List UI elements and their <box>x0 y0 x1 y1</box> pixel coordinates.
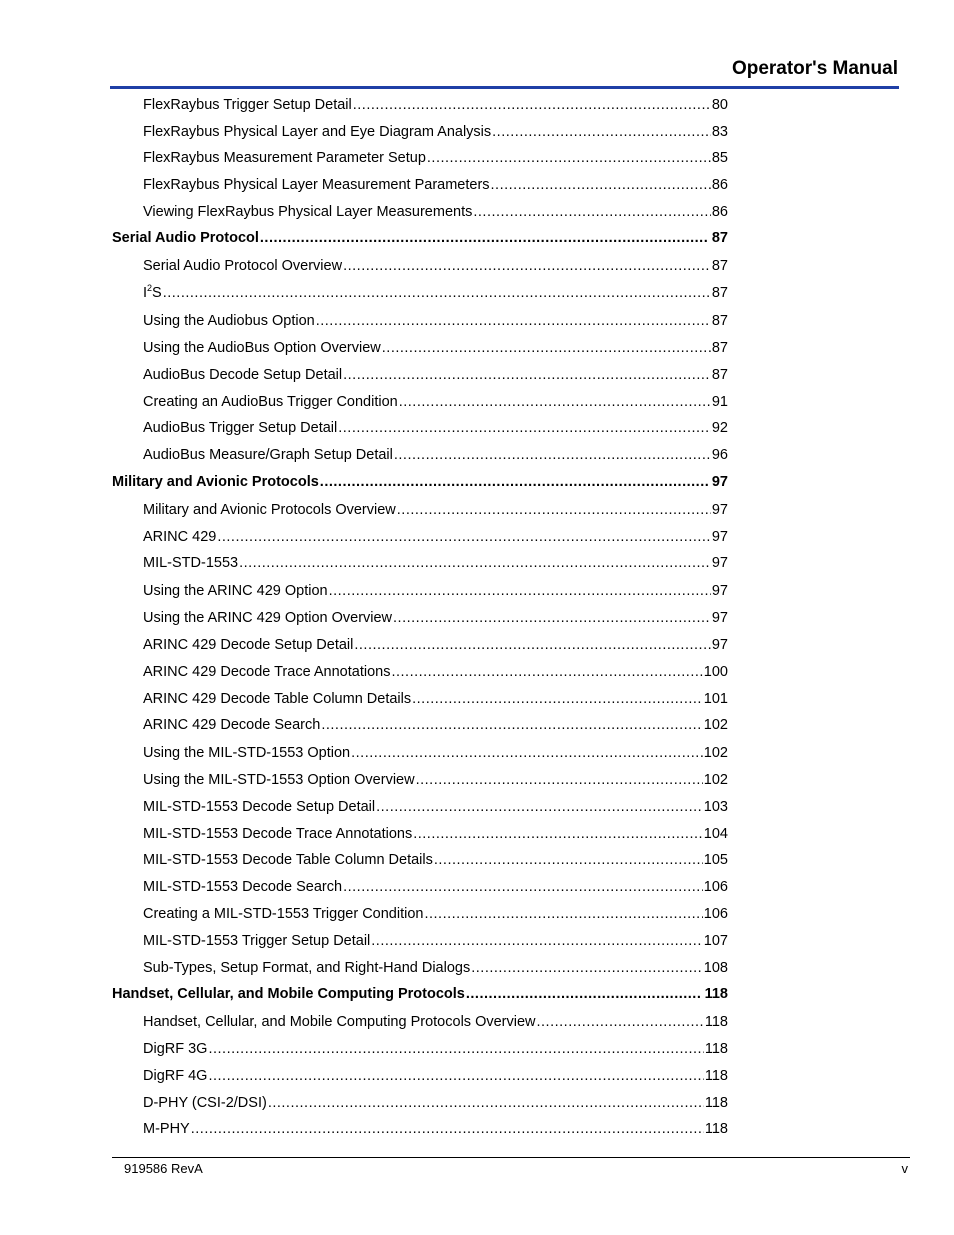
toc-entry-title-text: Using the ARINC 429 Option Overview <box>143 610 393 626</box>
toc-entry[interactable] <box>143 251 728 275</box>
toc-entry[interactable] <box>143 630 728 654</box>
toc-entry-title <box>143 419 337 437</box>
toc-entry[interactable] <box>143 360 728 384</box>
toc-dot-leader <box>371 932 703 950</box>
toc-entry[interactable] <box>143 926 728 950</box>
toc-page-number: 87 <box>711 367 728 383</box>
toc-entry[interactable] <box>143 792 728 816</box>
toc-page-number: 87 <box>711 285 728 301</box>
toc-entry-title <box>143 149 426 167</box>
toc-entry[interactable] <box>143 197 728 221</box>
toc-entry-title-superscript: 2 <box>147 283 153 293</box>
toc-entry-title <box>112 473 319 491</box>
toc-entry[interactable] <box>143 143 728 167</box>
toc-entry[interactable] <box>143 522 728 546</box>
toc-entry-title-text: Viewing FlexRaybus Physical Layer Measurements <box>143 204 473 220</box>
toc-dot-leader <box>466 985 701 1003</box>
toc-entry-title-text: ARINC 429 Decode Search <box>143 717 321 733</box>
toc-dot-leader <box>413 825 703 843</box>
toc-page-number: 96 <box>711 447 728 463</box>
toc-dot-leader <box>354 636 710 654</box>
toc-entry-title-text: DigRF 3G <box>143 1041 208 1057</box>
toc-page-number: 106 <box>703 879 728 895</box>
toc-entry-title <box>143 663 390 681</box>
toc-section-entry[interactable] <box>112 979 728 1003</box>
toc-page-number: 102 <box>703 717 728 733</box>
toc-entry-title <box>143 393 398 411</box>
toc-dot-leader <box>321 716 702 734</box>
toc-entry-title-text: Serial Audio Protocol <box>112 230 259 246</box>
toc-entry[interactable] <box>143 603 728 627</box>
toc-dot-leader <box>343 366 711 384</box>
toc-page-number: 92 <box>711 420 728 436</box>
toc-entry-title-text: ARINC 429 Decode Setup Detail <box>143 637 354 653</box>
toc-page-number: 104 <box>703 826 728 842</box>
toc-page-number: 103 <box>703 799 728 815</box>
toc-entry-title-text: MIL-STD-1553 <box>143 555 239 571</box>
toc-entry-title-text: Military and Avionic Protocols Overview <box>143 502 396 518</box>
toc-entry-title <box>143 690 411 708</box>
toc-entry-title <box>143 528 216 546</box>
toc-dot-leader <box>434 851 703 869</box>
toc-entry-title-text: Creating an AudioBus Trigger Condition <box>143 394 398 410</box>
toc-entry[interactable] <box>143 306 728 330</box>
toc-entry[interactable] <box>143 333 728 357</box>
toc-dot-leader <box>351 744 703 762</box>
toc-page-number: 91 <box>711 394 728 410</box>
toc-entry[interactable] <box>143 413 728 437</box>
toc-entry-title <box>143 716 320 734</box>
toc-entry-title-text: ARINC 429 Decode Table Column Details <box>143 691 412 707</box>
toc-page-number: 97 <box>711 529 728 545</box>
toc-dot-leader <box>473 203 711 221</box>
toc-entry[interactable] <box>143 117 728 141</box>
toc-entry-title-text: FlexRaybus Physical Layer and Eye Diagram Analysis <box>143 124 492 140</box>
toc-entry[interactable] <box>143 1061 728 1085</box>
toc-entry-title-text: Handset, Cellular, and Mobile Computing Protocols Overview <box>143 1014 536 1030</box>
toc-entry[interactable] <box>143 278 728 302</box>
toc-page-number: 87 <box>711 230 728 246</box>
toc-entry[interactable] <box>143 845 728 869</box>
toc-page-number: 118 <box>704 986 728 1002</box>
toc-page-number: 97 <box>711 637 728 653</box>
toc-entry-title <box>143 312 315 330</box>
toc-page-number: 87 <box>711 258 728 274</box>
toc-page-number: 97 <box>711 555 728 571</box>
toc-page-number: 118 <box>704 1121 728 1137</box>
page-number: v <box>901 1161 908 1176</box>
toc-entry-title <box>143 123 491 141</box>
toc-dot-leader <box>492 123 711 141</box>
toc-entry-title-text: FlexRaybus Physical Layer Measurement Parameters <box>143 177 490 193</box>
toc-page-number: 106 <box>703 906 728 922</box>
toc-entry-title <box>143 959 470 977</box>
toc-entry-title-text: MIL-STD-1553 Decode Setup Detail <box>143 799 376 815</box>
toc-section-entry[interactable] <box>112 467 728 491</box>
toc-entry-title <box>143 257 342 275</box>
toc-entry-title-text: MIL-STD-1553 Trigger Setup Detail <box>143 933 371 949</box>
footer-divider <box>112 1157 910 1158</box>
toc-entry[interactable] <box>143 819 728 843</box>
toc-page-number: 118 <box>704 1041 728 1057</box>
toc-dot-leader <box>329 582 711 600</box>
toc-dot-leader <box>391 663 702 681</box>
toc-entry-title-text: MIL-STD-1553 Decode Trace Annotations <box>143 826 413 842</box>
toc-page-number: 107 <box>703 933 728 949</box>
toc-entry[interactable] <box>143 90 728 114</box>
toc-dot-leader <box>416 771 703 789</box>
toc-entry-title-text: AudioBus Decode Setup Detail <box>143 367 343 383</box>
toc-page-number: 101 <box>703 691 728 707</box>
toc-entry-title <box>143 1040 207 1058</box>
toc-dot-leader <box>424 905 702 923</box>
toc-dot-leader <box>217 528 711 546</box>
toc-entry-title <box>143 284 162 302</box>
toc-entry[interactable] <box>143 1034 728 1058</box>
toc-dot-leader <box>239 554 711 572</box>
toc-entry[interactable] <box>143 170 728 194</box>
toc-dot-leader <box>316 312 711 330</box>
toc-dot-leader <box>320 473 708 491</box>
toc-entry-title <box>143 905 423 923</box>
toc-entry[interactable] <box>143 765 728 789</box>
toc-dot-leader <box>376 798 703 816</box>
toc-dot-leader <box>412 690 703 708</box>
toc-entry[interactable] <box>143 738 728 762</box>
toc-page-number: 83 <box>711 124 728 140</box>
toc-entry-title <box>143 176 490 194</box>
toc-entry-title-suffix: S <box>152 285 162 301</box>
toc-page-number: 97 <box>711 474 728 490</box>
toc-entry-title-text: AudioBus Measure/Graph Setup Detail <box>143 447 393 463</box>
toc-entry[interactable] <box>143 872 728 896</box>
toc-dot-leader <box>343 257 711 275</box>
toc-page-number: 97 <box>711 610 728 626</box>
toc-entry-title <box>143 798 375 816</box>
toc-entry-title <box>143 1013 536 1031</box>
toc-page-number: 87 <box>711 340 728 356</box>
toc-entry-title-text: Serial Audio Protocol Overview <box>143 258 343 274</box>
toc-entry-title-text: MIL-STD-1553 Decode Table Column Details <box>143 852 433 868</box>
toc-section-entry[interactable] <box>112 223 728 247</box>
toc-entry-title <box>143 932 370 950</box>
toc-dot-leader <box>397 501 711 519</box>
toc-page-number: 105 <box>703 852 728 868</box>
toc-page-number: 102 <box>703 772 728 788</box>
toc-dot-leader <box>537 1013 704 1031</box>
toc-dot-leader <box>399 393 711 411</box>
toc-dot-leader <box>208 1040 703 1058</box>
toc-dot-leader <box>268 1094 704 1112</box>
toc-entry-title-text: D-PHY (CSI-2/DSI) <box>143 1095 267 1111</box>
toc-page-number: 86 <box>711 177 728 193</box>
toc-entry-title-text: FlexRaybus Trigger Setup Detail <box>143 97 352 113</box>
toc-entry[interactable] <box>143 657 728 681</box>
toc-page-number: 108 <box>703 960 728 976</box>
toc-dot-leader <box>394 446 711 464</box>
toc-entry-title <box>143 851 433 869</box>
toc-entry-title-text: Using the Audiobus Option <box>143 313 315 329</box>
toc-dot-leader <box>191 1120 704 1138</box>
document-id: 919586 RevA <box>124 1161 203 1176</box>
toc-page-number: 102 <box>703 745 728 761</box>
toc-entry-title <box>143 771 415 789</box>
toc-dot-leader <box>338 419 711 437</box>
toc-dot-leader <box>382 339 711 357</box>
toc-entry-title <box>143 582 328 600</box>
header-divider <box>110 86 899 89</box>
toc-page-number: 97 <box>711 583 728 599</box>
toc-entry-title-text: Using the AudioBus Option Overview <box>143 340 381 356</box>
toc-page-number: 118 <box>704 1068 728 1084</box>
toc-dot-leader <box>353 96 711 114</box>
toc-entry-title <box>143 554 238 572</box>
toc-entry-title <box>143 744 350 762</box>
toc-page-number: 100 <box>703 664 728 680</box>
toc-entry[interactable] <box>143 548 728 572</box>
toc-page-number: 118 <box>704 1095 728 1111</box>
toc-page-number: 87 <box>711 313 728 329</box>
toc-entry-title-text: Creating a MIL-STD-1553 Trigger Condition <box>143 906 424 922</box>
toc-entry[interactable] <box>143 440 728 464</box>
toc-page-number: 97 <box>711 502 728 518</box>
toc-entry-title-text: ARINC 429 <box>143 529 217 545</box>
toc-entry-title-text: Using the ARINC 429 Option <box>143 583 328 599</box>
toc-entry-title <box>143 1094 267 1112</box>
toc-entry-title <box>112 985 465 1003</box>
toc-dot-leader <box>208 1067 703 1085</box>
toc-entry[interactable] <box>143 1007 728 1031</box>
toc-entry-title <box>143 1120 190 1138</box>
toc-dot-leader <box>491 176 711 194</box>
toc-entry-title <box>143 203 472 221</box>
toc-page-number: 118 <box>704 1014 728 1030</box>
toc-entry-title-text: Using the MIL-STD-1553 Option <box>143 745 351 761</box>
toc-entry-title <box>143 825 412 843</box>
toc-entry-title <box>143 878 342 896</box>
toc-entry-title-text: MIL-STD-1553 Decode Search <box>143 879 343 895</box>
toc-entry[interactable] <box>143 387 728 411</box>
toc-entry[interactable] <box>143 684 728 708</box>
toc-entry-title <box>143 1067 207 1085</box>
toc-entry-title-text: FlexRaybus Measurement Parameter Setup <box>143 150 426 166</box>
toc-entry-title-text: Sub-Types, Setup Format, and Right-Hand Dialogs <box>143 960 471 976</box>
toc-page-number: 85 <box>711 150 728 166</box>
toc-dot-leader <box>427 149 711 167</box>
toc-entry-title <box>112 229 259 247</box>
toc-entry-title-text: AudioBus Trigger Setup Detail <box>143 420 338 436</box>
page-title: Operator's Manual <box>731 58 898 79</box>
toc-entry-title <box>143 636 353 654</box>
toc-entry-title-text: Handset, Cellular, and Mobile Computing Protocols <box>112 986 465 1002</box>
toc-entry[interactable] <box>143 1088 728 1112</box>
toc-dot-leader <box>260 229 708 247</box>
toc-entry-title-text: M-PHY <box>143 1121 190 1137</box>
toc-entry[interactable] <box>143 899 728 923</box>
toc-entry-title <box>143 96 352 114</box>
toc-entry-title-text: Using the MIL-STD-1553 Option Overview <box>143 772 415 788</box>
toc-entry-title-text: I <box>143 285 148 301</box>
toc-entry[interactable] <box>143 710 728 734</box>
toc-entry[interactable] <box>143 1114 728 1138</box>
toc-entry-title <box>143 366 342 384</box>
toc-entry-title-text: Military and Avionic Protocols <box>112 474 319 490</box>
toc-page-number: 80 <box>711 97 728 113</box>
toc-entry-title <box>143 609 392 627</box>
toc-entry-title <box>143 446 393 464</box>
toc-page-number: 86 <box>711 204 728 220</box>
toc-entry-title-text: DigRF 4G <box>143 1068 208 1084</box>
toc-dot-leader <box>343 878 703 896</box>
toc-entry-title <box>143 501 396 519</box>
toc-entry[interactable] <box>143 953 728 977</box>
toc-entry-title <box>143 339 381 357</box>
toc-dot-leader <box>393 609 711 627</box>
toc-entry-title-text: ARINC 429 Decode Trace Annotations <box>143 664 391 680</box>
toc-dot-leader <box>163 284 711 302</box>
toc-entry[interactable] <box>143 495 728 519</box>
toc-dot-leader <box>471 959 703 977</box>
toc-entry[interactable] <box>143 576 728 600</box>
